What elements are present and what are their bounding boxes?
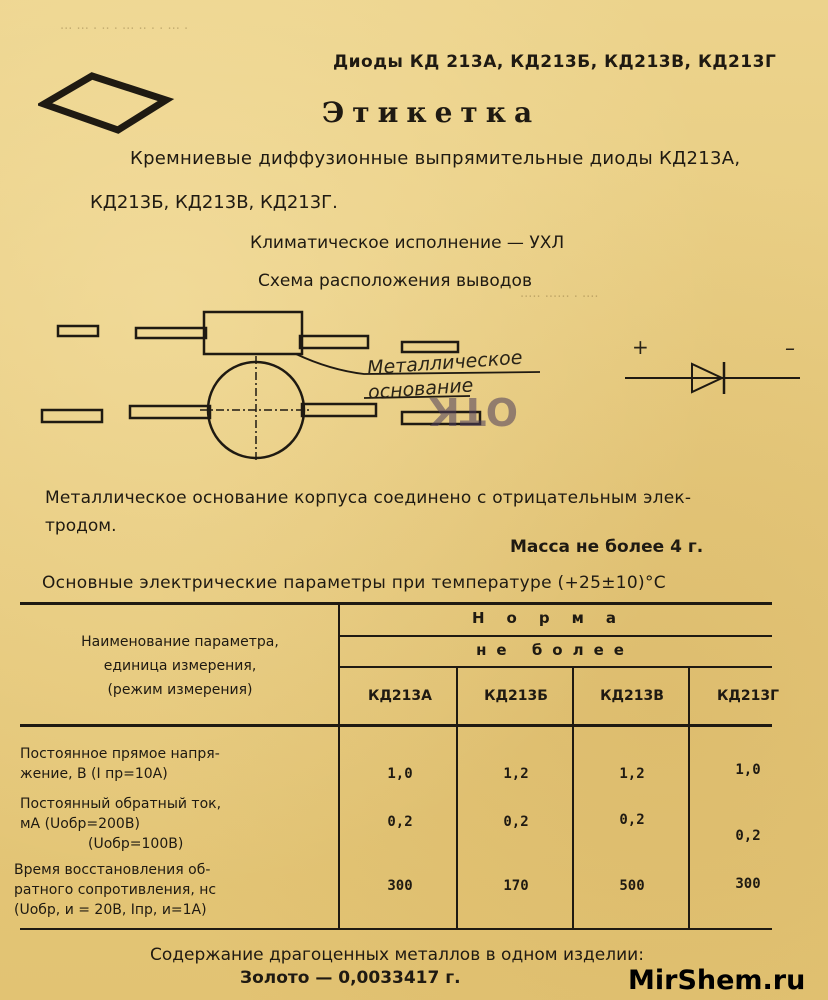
lead-left-top (136, 328, 206, 338)
note-line-1: Металлическое основание корпуса соединено с отрицательным элек- (45, 488, 692, 508)
lead-right-top (300, 336, 368, 348)
note-line-2: тродом. (45, 516, 117, 536)
gold-content: Золото — 0,0033417 г. (240, 968, 461, 988)
lead-right-bottom (302, 404, 376, 416)
param-header-line: (режим измерения) (107, 682, 253, 698)
table-cell: 300 (387, 878, 413, 894)
table-norma-rule (340, 635, 772, 637)
row-name-line: жение, В (I пр=10А) (20, 766, 168, 782)
climate-version: Климатическое исполнение — УХЛ (250, 233, 565, 253)
column-header-kd213b: КД213Б (484, 688, 548, 704)
description-line-1: Кремниевые диффузионные выпрямительные диоды КД213А, (130, 148, 741, 169)
table-top-rule (20, 602, 772, 605)
param-header (20, 630, 340, 702)
mass-note: Масса не более 4 г. (510, 537, 704, 557)
diamond-logo-icon (38, 68, 178, 138)
table-cell: 1,0 (387, 766, 413, 782)
not-more-header: не более (476, 641, 634, 659)
lead-left-segment-top (58, 326, 98, 336)
pinout-scheme-title: Схема расположения выводов (258, 271, 532, 291)
lead-left-bottom (130, 406, 210, 418)
norma-header: Норма (472, 609, 638, 627)
table-cell: 0,2 (619, 812, 645, 828)
param-header-line: единица измерения, (103, 658, 257, 674)
table-cell: 500 (619, 878, 645, 894)
table-row-name (20, 744, 220, 784)
row-name-line: Постоянный обратный ток, (20, 796, 222, 812)
handwritten-metal-label: Металлическое (366, 346, 524, 380)
table-cell: 1,2 (619, 766, 645, 782)
table-subheader-rule (340, 666, 772, 668)
row-name-line: (Uобр=100В) (88, 836, 184, 852)
page-header-title: Диоды КД 213А, КД213Б, КД213В, КД213Г (333, 52, 777, 72)
bleed-through-text: ····· ······ · ···· (520, 290, 599, 305)
table-cell: 300 (735, 876, 761, 892)
row-name-line: мА (Uобр=200В) (20, 816, 140, 832)
row-name-line: ратного сопротивления, нс (14, 882, 217, 898)
precious-metals-note: Содержание драгоценных металлов в одном изделии: (150, 945, 644, 965)
lead-right-segment-top (402, 342, 458, 352)
handwritten-base-label: основание (367, 374, 475, 404)
cathode-minus-sign: – (785, 336, 795, 360)
anode-plus-sign: + (632, 335, 649, 359)
table-cell: 0,2 (735, 828, 761, 844)
table-cell: 1,2 (503, 766, 529, 782)
table-row-name (20, 794, 221, 854)
table-bottom-rule (20, 928, 772, 930)
param-header-line: Наименование параметра, (81, 634, 279, 650)
table-cell: 170 (503, 878, 529, 894)
table-row-name (14, 860, 216, 920)
params-table-title: Основные электрические параметры при температуре (+25±10)°С (42, 573, 666, 593)
column-header-kd213g: КД213Г (716, 688, 780, 704)
row-name-line: (Uобр, и = 20В, Iпр, и=1А) (14, 902, 207, 918)
label-title: Этикетка (322, 96, 541, 129)
table-cell: 1,0 (735, 762, 761, 778)
table-header-rule (20, 724, 772, 727)
table-cell: 0,2 (387, 814, 413, 830)
row-name-line: Время восстановления об- (14, 862, 211, 878)
column-header-kd213a: КД213А (368, 688, 432, 704)
svg-text:ОТК: ОТК (428, 389, 518, 433)
column-header-kd213v: КД213В (600, 688, 664, 704)
description-line-2: КД213Б, КД213В, КД213Г. (90, 192, 338, 213)
table-cell: 0,2 (503, 814, 529, 830)
diode-body-side-view (204, 312, 302, 354)
row-name-line: Постоянное прямое напря- (20, 746, 220, 762)
bleed-through-text: ··· ··· · ·· · ··· ·· · · ··· · (60, 22, 189, 37)
watermark: MirShem.ru (628, 965, 806, 996)
lead-left-segment-bottom (42, 410, 102, 422)
